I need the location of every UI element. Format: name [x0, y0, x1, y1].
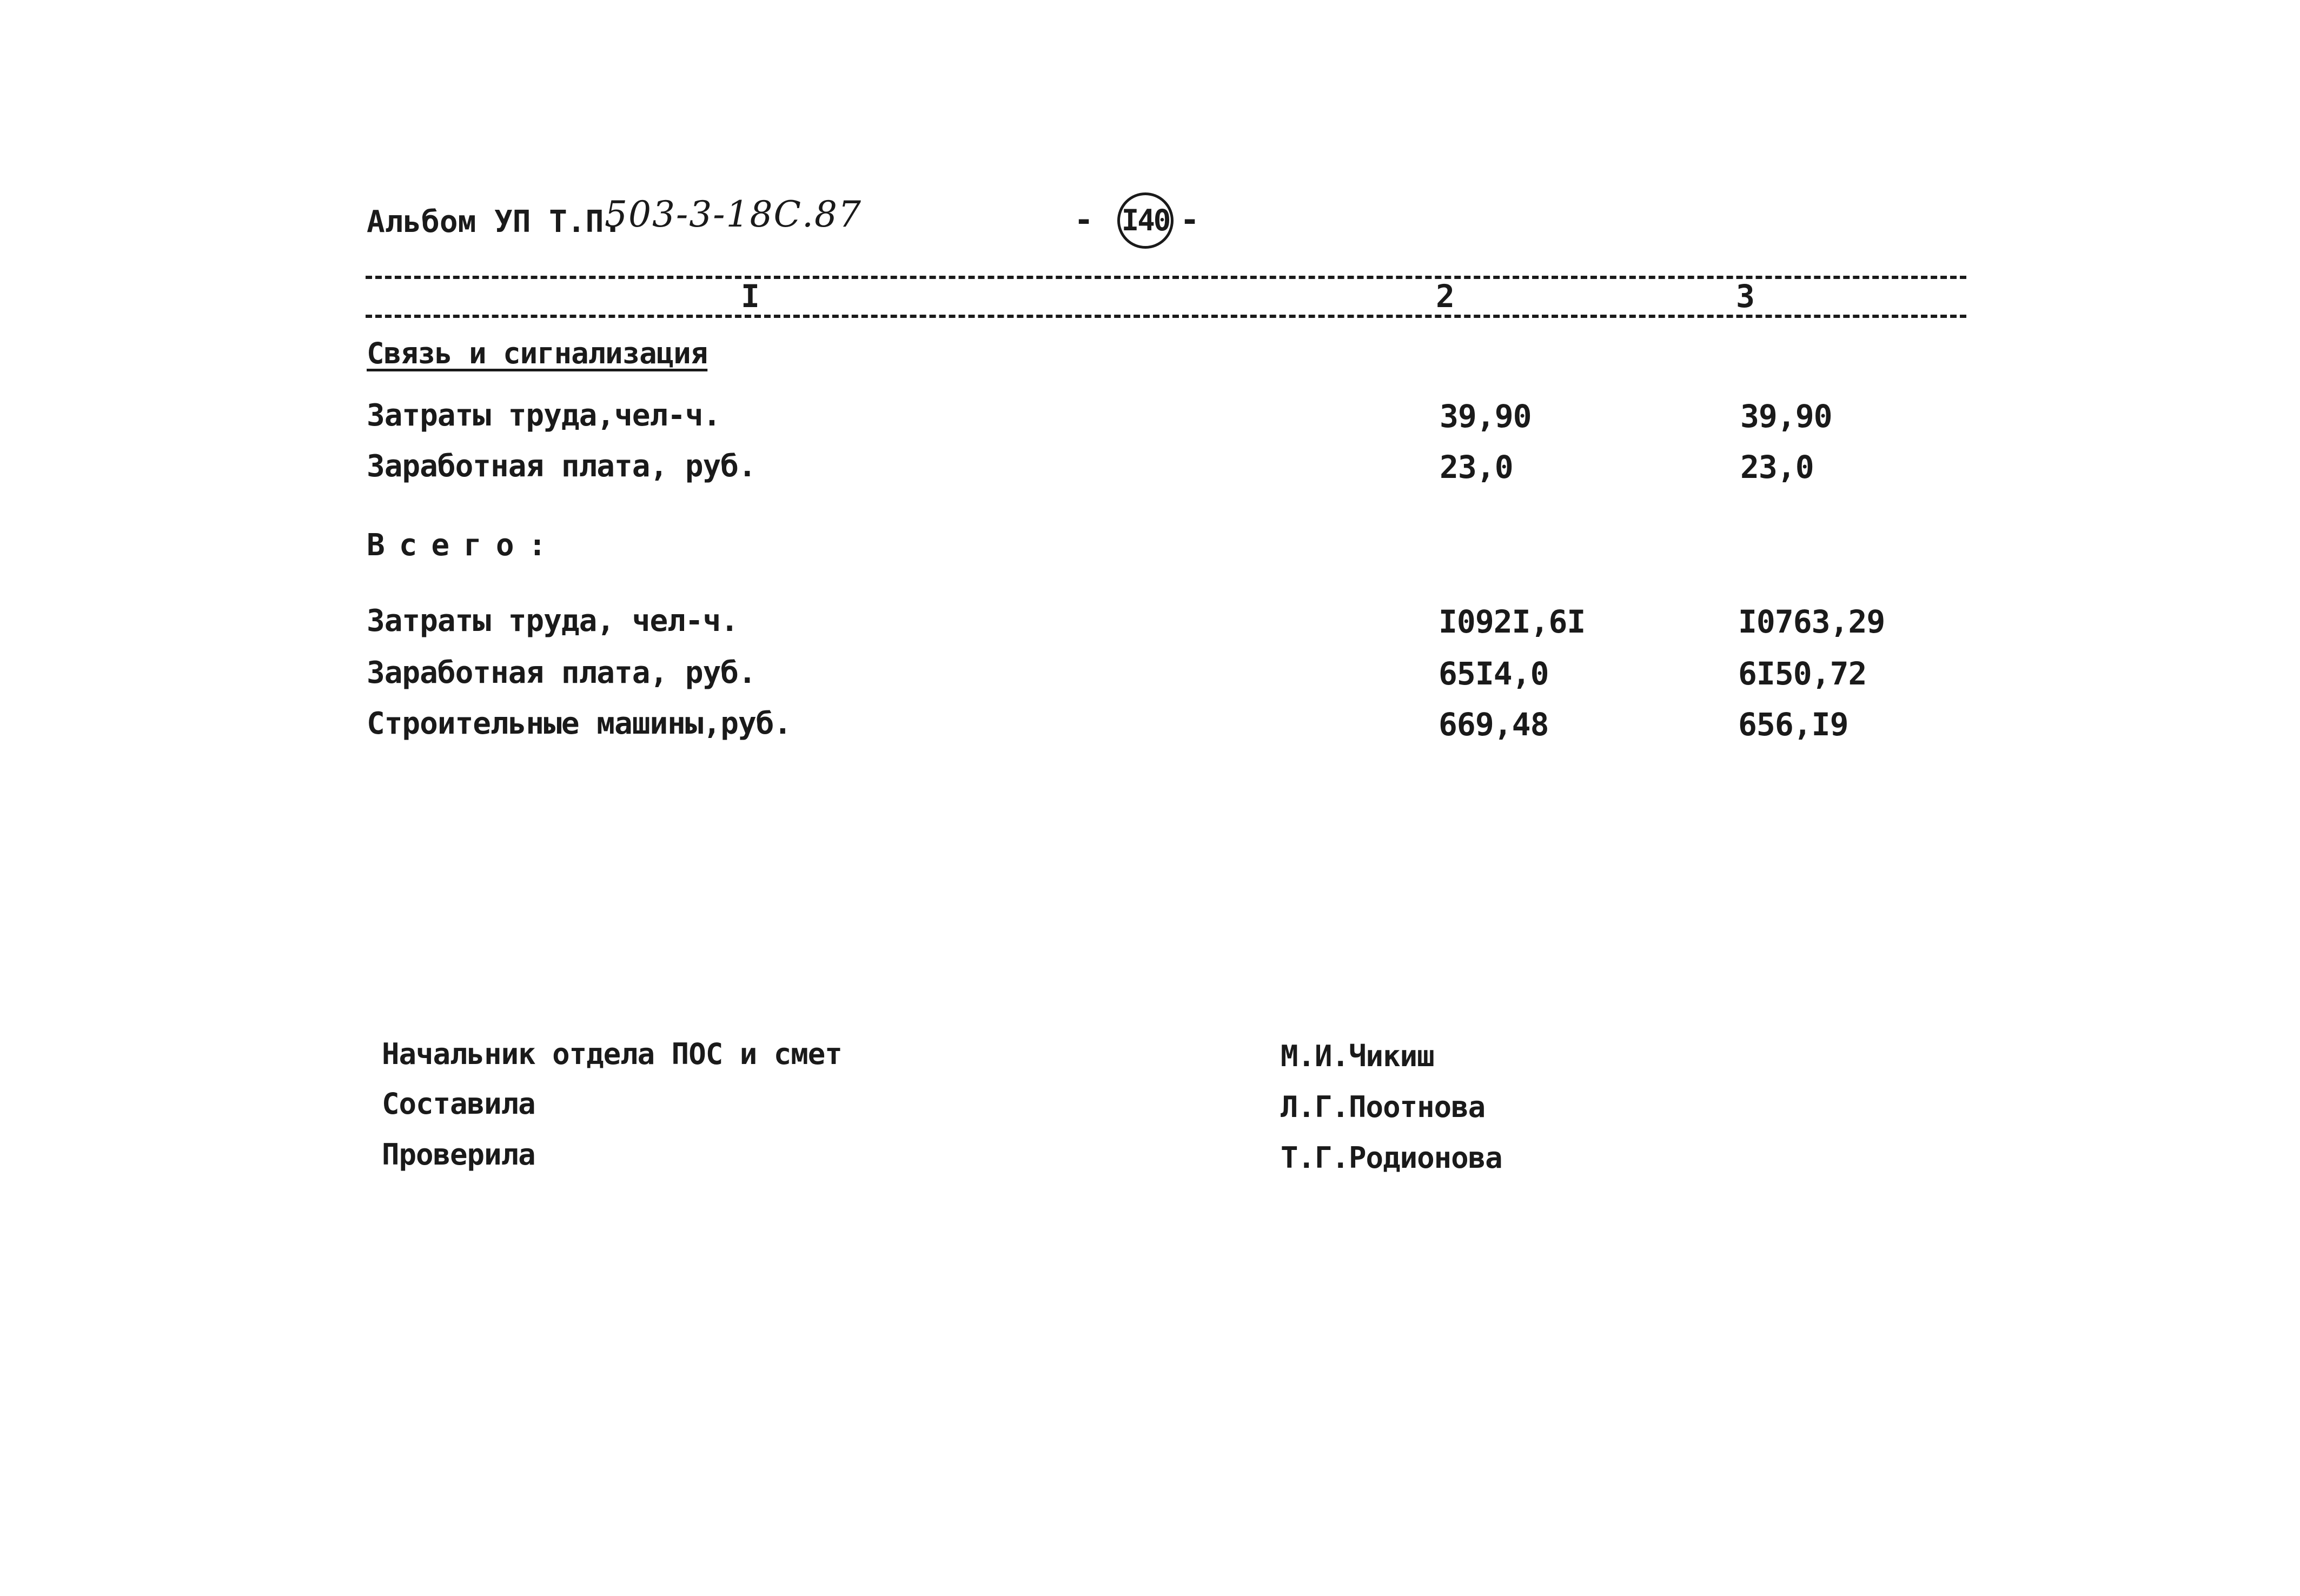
page-number-dash-right: - [1180, 201, 1200, 239]
signature-name: Т.Г.Родионова [1281, 1141, 1502, 1175]
signature-role: Проверила [382, 1138, 535, 1172]
total-value-col2: I092I,6I [1439, 603, 1586, 640]
row-label: Затраты труда,чел-ч. [367, 398, 721, 433]
column-number-1: I [741, 278, 760, 315]
total-value-col3: I0763,29 [1738, 603, 1885, 640]
total-row-label: Заработная плата, руб. [367, 655, 756, 690]
signature-name: М.И.Чикиш [1281, 1039, 1434, 1073]
page-number-dash-left: - [1074, 201, 1094, 239]
handwritten-doc-number: 503-3-18С.87 [605, 194, 863, 235]
total-value-col2: 65I4,0 [1439, 655, 1549, 692]
column-number-3: 3 [1736, 278, 1755, 315]
total-value-col2: 669,48 [1439, 706, 1549, 743]
total-value-col3: 656,I9 [1738, 706, 1848, 743]
signature-role: Составила [382, 1087, 535, 1121]
table-header-rule-bottom [366, 315, 1966, 318]
signature-name: Л.Г.Поотнова [1281, 1090, 1486, 1124]
total-value-col3: 6I50,72 [1738, 655, 1867, 692]
row-value-col3: 39,90 [1740, 398, 1832, 435]
table-header-rule-top [366, 276, 1966, 279]
total-row-label: Затраты труда, чел-ч. [367, 603, 739, 639]
row-value-col2: 23,0 [1440, 449, 1513, 486]
column-number-2: 2 [1436, 278, 1455, 315]
total-heading: Всего: [367, 528, 561, 563]
row-label: Заработная плата, руб. [367, 449, 756, 484]
total-row-label: Строительные машины,руб. [367, 706, 792, 741]
section-heading: Связь и сигнализация [367, 336, 708, 370]
row-value-col3: 23,0 [1740, 449, 1814, 486]
page-number-circle: I40 [1117, 192, 1174, 249]
album-label: Альбом УП Т.П. [367, 204, 622, 240]
signature-role: Начальник отдела ПОС и смет [382, 1037, 842, 1071]
row-value-col2: 39,90 [1440, 398, 1532, 435]
